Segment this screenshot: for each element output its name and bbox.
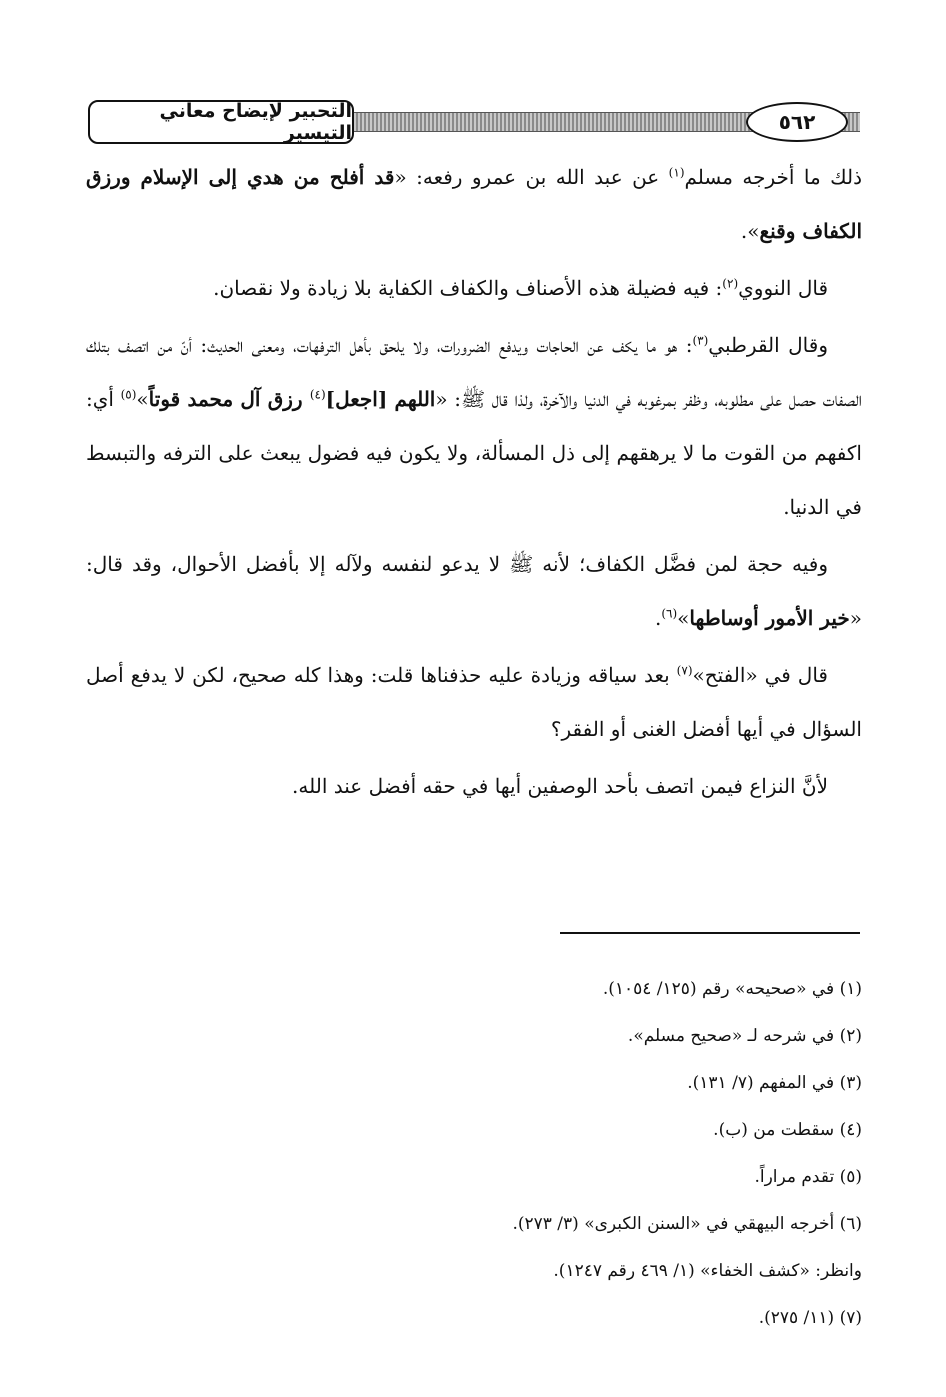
footnote-ref: (١) <box>668 165 685 180</box>
footnote-ref: (٣) <box>692 333 709 348</box>
hadith-quote: خير الأمور أوساطها <box>689 606 850 630</box>
footnote-4: (٤) سقطت من (ب). <box>713 1120 862 1140</box>
text-run: » <box>677 606 690 630</box>
text-run: عن عبد الله بن عمرو رفعه: « <box>394 165 669 189</box>
text-run: ذلك ما أخرجه مسلم <box>684 165 862 189</box>
hadith-quote: قد أفلح من هدي إلى الإسلام ورزق الكفاف وقنع <box>86 165 862 243</box>
text-run: قال النووي <box>738 276 828 300</box>
paragraph-3 <box>86 318 862 534</box>
text-run: » <box>136 387 149 411</box>
paragraph-1 <box>86 150 862 258</box>
text-run: وفيه حجة لمن فضَّل الكفاف؛ لأنه ﷺ لا يدعو لنفسه ولآله إلا بأفضل الأحوال، وقد قال: « <box>86 552 862 630</box>
text-run: قال في «الفتح» <box>692 663 828 687</box>
footnote-ref: (٦) <box>661 606 678 621</box>
text-run: ». <box>740 219 760 243</box>
footnote-ref: (٤) <box>309 387 326 402</box>
running-header <box>88 98 860 146</box>
paragraph-4 <box>86 537 862 645</box>
text-run: . <box>654 606 662 630</box>
paragraph-5 <box>86 648 862 756</box>
footnote-1: (١) في «صحيحه» رقم (١٢٥/ ١٠٥٤). <box>602 979 862 999</box>
paragraph-2 <box>86 261 862 315</box>
text-run: : فيه فضيلة هذه الأصناف والكفاف الكفاية بلا زيادة ولا نقصان. <box>213 276 723 300</box>
text-run: أي: اكفهم من القوت ما لا يرهقهم إلى ذل المسألة، ولا يكون فيه فضول يبعث على الترفه والتبسط في الدنيا. <box>86 387 862 519</box>
footnotes <box>86 966 862 1342</box>
footnote-ref: (٧) <box>676 663 693 678</box>
footnote-ref: (٢) <box>722 276 739 291</box>
book-title: التحبير لإيضاح معاني التيسير <box>88 100 354 144</box>
hadith-quote: اللهم [اجعل] <box>325 387 436 411</box>
text-run: وقال القرطبي <box>708 333 828 357</box>
footnote-7: (٧) (١١/ ٢٧٥). <box>758 1308 862 1328</box>
text-run: : هو ما يكف عن الحاجات ويدفع الضرورات، ولا يلحق بأهل الترفهات، ومعنى الحديث: أنّ من اتصف بتلك الصفات حصل على مطلوبه، وظفر بمرغوبه في الدنيا والآخرة، ولذا قال ﷺ: « <box>86 333 862 411</box>
footnote-6-continuation: وانظر: «كشف الخفاء» (١/ ٤٦٩ رقم ١٢٤٧). <box>553 1261 862 1281</box>
footnote-6: (٦) أخرجه البيهقي في «السنن الكبرى» (٣/ ٢٧٣). <box>512 1214 862 1234</box>
text-run: بعد سياقه وزيادة عليه حذفناها قلت: وهذا كله صحيح، لكن لا يدفع أصل السؤال في أيها أفضل الغنى أو الفقر؟ <box>86 663 862 741</box>
page-number: ٥٦٢ <box>746 102 848 142</box>
main-text <box>86 150 862 816</box>
paragraph-6: لأنَّ النزاع فيمن اتصف بأحد الوصفين أيها في حقه أفضل عند الله. <box>292 774 828 798</box>
footnote-3: (٣) في المفهم (٧/ ١٣١). <box>687 1073 862 1093</box>
footnote-5: (٥) تقدم مراراً. <box>754 1167 862 1187</box>
hadith-quote: رزق آل محمد قوتاً <box>148 387 310 411</box>
footnote-divider <box>560 932 860 934</box>
footnote-2: (٢) في شرحه لـ «صحيح مسلم». <box>627 1026 862 1046</box>
footnote-ref: (٥) <box>120 387 137 402</box>
